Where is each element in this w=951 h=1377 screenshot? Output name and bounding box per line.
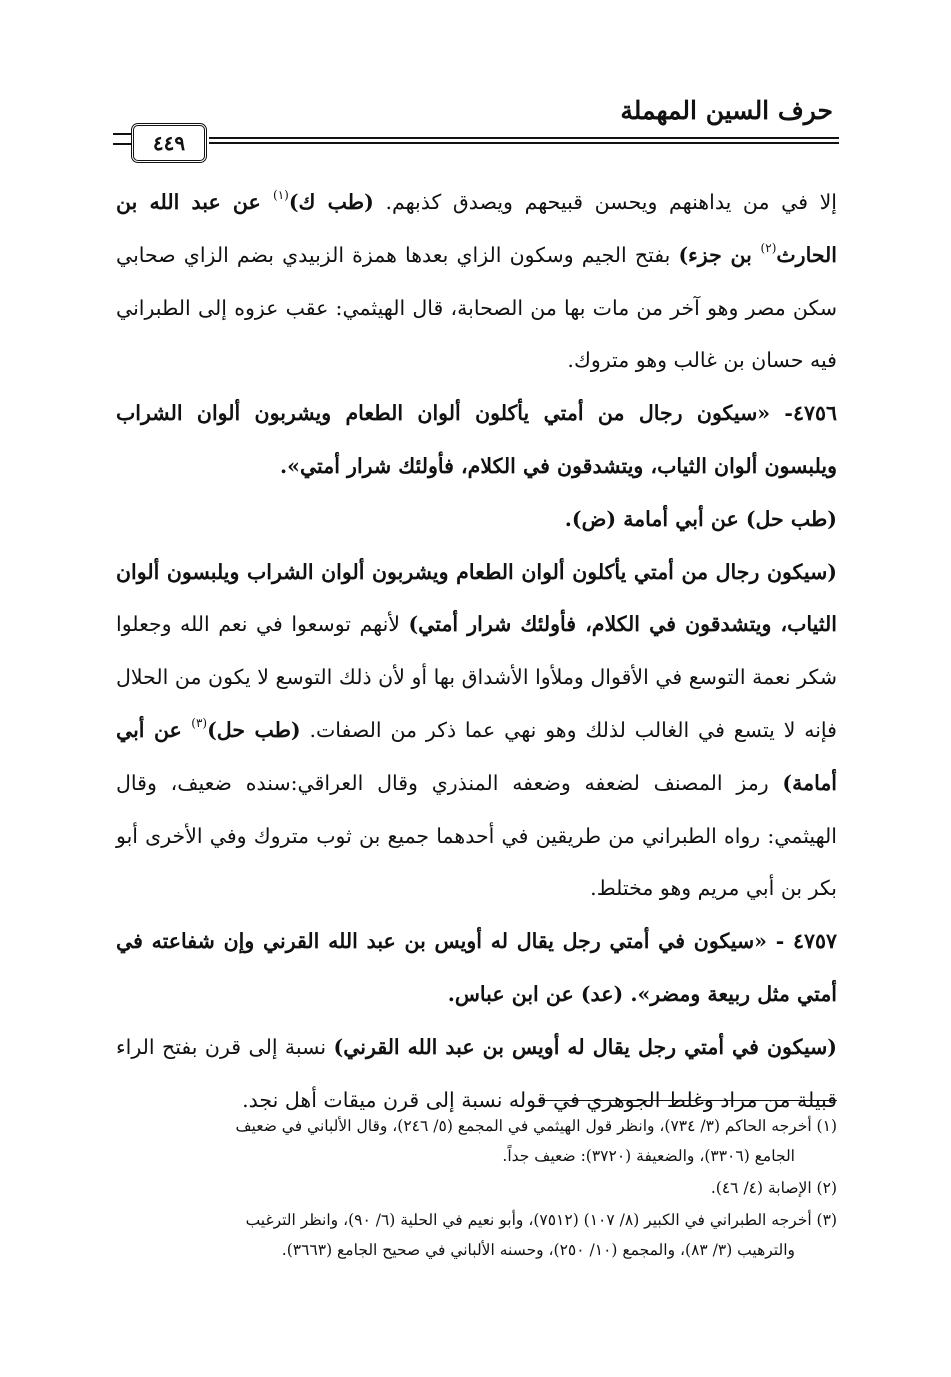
narrator-name: عن عبد الله بن الحارث (116, 190, 837, 267)
quoted-matn: (سيكون في أمتي رجل يقال له أويس بن عبد الله القرني) (333, 1034, 838, 1059)
source-code: (طب حل) (207, 717, 301, 742)
footnote-separator (539, 1100, 837, 1101)
footnote-line: (٣) أخرجه الطبراني في الكبير (٨/ ١٠٧) (٧٥١٢)، وأبو نعيم في الحلية (٦/ ٩٠)، وانظر الترغيب (245, 1211, 837, 1229)
hadith-number: ٤٧٥٧ - (766, 929, 837, 954)
footnote-2 (116, 1173, 837, 1203)
hadith-number: ٤٧٥٦- (770, 401, 837, 426)
footnote-line: (٢) الإصابة (٤/ ٤٦). (710, 1179, 837, 1197)
running-title: حرف السين المهملة (620, 96, 833, 125)
footnote-line: (١) أخرجه الحاكم (٣/ ٧٣٤)، وانظر قول الهيثمي في المجمع (٥/ ٢٤٦)، وقال الألباني في ضعيف (235, 1117, 837, 1135)
commentary-4756 (116, 546, 837, 916)
footnote-line: الجامع (٣٣٠٦)، والضعيفة (٣٧٢٠): ضعيف جداً. (502, 1147, 795, 1165)
source-code: (طب ك) (288, 190, 374, 214)
footnotes (116, 1111, 837, 1267)
header-rule-end (113, 133, 133, 145)
page-number: ٤٤٩ (131, 123, 207, 163)
text-run: رمز المصنف لضعفه وضعفه المنذري وقال العراقي:سنده ضعيف، وقال الهيثمي: رواه الطبراني من طريقين في أحدهما جميع بن ثوب متروك وفي الأخرى أبو بكر بن أبي مريم وهو مختلط. (116, 770, 837, 901)
narrator-name: عن أبي أمامة) (116, 717, 837, 795)
main-text (116, 176, 837, 1126)
text-run: نسبة إلى قرن بفتح الراء قبيلة من مراد وغلط الجوهري في قوله نسبة إلى قرن ميقات أهل نجد. (116, 1034, 837, 1112)
hadith-source: (طب حل) عن أبي أمامة (ض). (564, 506, 837, 531)
footnote-1 (116, 1111, 837, 1171)
footnote-ref-3: (٣) (191, 715, 208, 730)
text-run: لأنهم توسعوا في نعم الله وجعلوا شكر نعمة التوسع في الأقوال وملأوا الأشداق بها أو لأن ذلك التوسع لا يكون من الحلال فإنه لا يتسع في الغالب لذلك وهو نهي عما ذكر من الصفات. (116, 612, 837, 742)
footnote-line: والترهيب (٣/ ٨٣)، والمجمع (١٠/ ٢٥٠)، وحسنه الألباني في صحيح الجامع (٣٦٦٣). (281, 1241, 795, 1259)
footnote-3 (116, 1205, 837, 1265)
paragraph-1 (116, 176, 837, 387)
footnote-ref-1: (١) (273, 188, 289, 202)
quoted-matn: (سيكون رجال من أمتي يأكلون ألوان الطعام ويشربون ألوان الشراب ويلبسون ألوان الثياب، ويتشدقون في الكلام، فأولئك شرار أمتي) (116, 559, 837, 637)
hadith-4756 (116, 387, 837, 493)
hadith-4757 (116, 915, 837, 1021)
text-run: بفتح الجيم وسكون الزاي بعدها همزة الزبيدي بضم الزاي صحابي سكن مصر وهو آخر من مات بها من الصحابة، قال الهيثمي: عقب عزوه إلى الطبراني فيه حسان بن غالب وهو متروك. (116, 242, 837, 373)
hadith-text: «سيكون رجال من أمتي يأكلون ألوان الطعام ويشربون ألوان الشراب ويلبسون ألوان الثياب، ويتشدقون في الكلام، فأولئك شرار أمتي». (116, 401, 837, 478)
footnote-ref-2: (٢) (760, 240, 777, 255)
narrator-name-end: بن جزء) (678, 242, 761, 267)
text-run: إلا في من يداهنهم ويحسن قبيحهم ويصدق كذبهم. (373, 190, 837, 214)
header-double-line (209, 137, 839, 144)
hadith-text: «سيكون في أمتي رجل يقال له أويس بن عبد الله القرني وإن شفاعته في أمتي مثل ربيعة ومضر». (عد) عن ابن عباس. (116, 929, 837, 1006)
header-rule (113, 123, 839, 163)
